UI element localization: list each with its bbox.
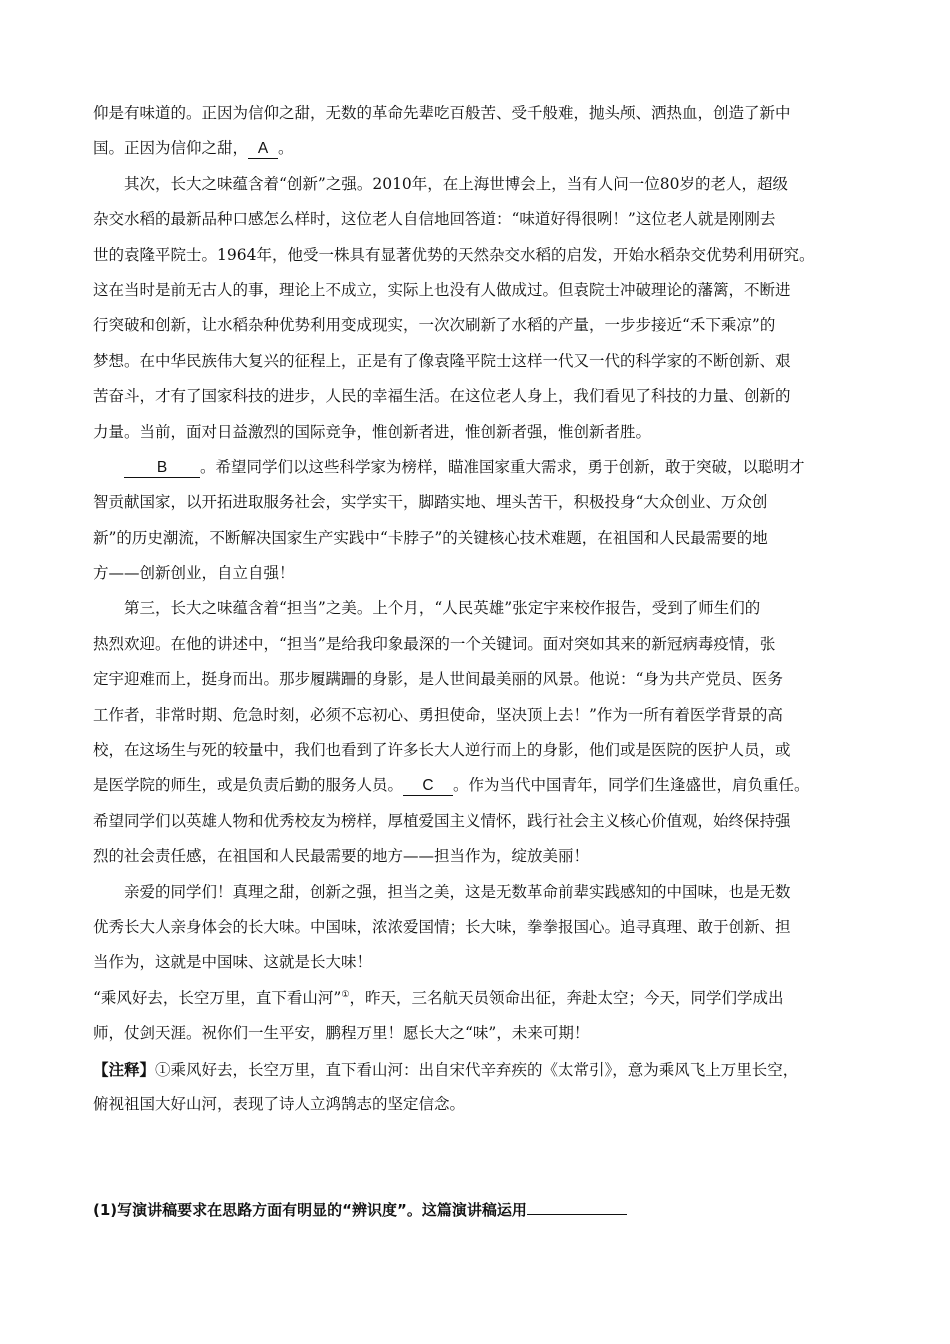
paragraph-3-line: 方——创新创业，自立自强！ (93, 564, 295, 583)
paragraph-4-line: 定宇迎难而上，挺身而出。那步履蹒跚的身影，是人世间最美丽的风景。他说：“身为共产党员、医务 (93, 670, 783, 689)
paragraph-2-line: 世的袁隆平院士。1964年，他受一株具有显著优势的天然杂交水稻的启发，开始水稻杂交优势利用研究。 (93, 245, 815, 264)
paragraph-1-line-2-text: 国。正因为信仰之甜， (93, 139, 249, 158)
paragraph-6-line-2: 师，仗剑天涯。祝你们一生平安，鹏程万里！愿长大之“味”，未来可期！ (93, 1024, 590, 1043)
paragraph-4-line: 第三，长大之味蕴含着“担当”之美。上个月，“人民英雄”张定宇来校作报告，受到了师生们的 (124, 599, 761, 618)
blank-b[interactable]: B (124, 459, 200, 478)
paragraph-3-line-1 (93, 450, 863, 485)
paragraph-2-line: 行突破和创新，让水稻杂种优势利用变成现实，一次次刷新了水稻的产量，一步步接近“禾下乘凉”的 (93, 316, 776, 335)
paragraph-2-line: 其次，长大之味蕴含着“创新”之强。2010年，在上海世博会上，当有人问一位80岁的老人，超级 (124, 174, 789, 193)
question-1-text: (1)写演讲稿要求在思路方面有明显的“辨识度”。这篇演讲稿运用 (93, 1201, 527, 1219)
paragraph-1-line-2 (93, 131, 863, 166)
paragraph-2-line: 苦奋斗，才有了国家科技的进步，人民的幸福生活。在这位老人身上，我们看见了科技的力量、创新的 (93, 387, 791, 406)
paragraph-3-line: 新”的历史潮流，不断解决国家生产实践中“卡脖子”的关键核心技术难题，在祖国和人民最需要的地 (93, 528, 768, 547)
paragraph-4-line-6-end: 。作为当代中国青年，同学们生逢盛世，肩负重任。 (453, 776, 810, 795)
note-text: ①乘风好去，长空万里，直下看山河：出自宋代辛弃疾的《太常引》，意为乘风飞上万里长空， (155, 1060, 799, 1079)
blank-c[interactable]: C (403, 777, 453, 796)
paragraph-2-line: 杂交水稻的最新品种口感怎么样时，这位老人自信地回答道：“味道好得很咧！”这位老人就是刚刚去 (93, 210, 776, 229)
paragraph-5-line: 优秀长大人亲身体会的长大味。中国味，浓浓爱国情；长大味，拳拳报国心。追寻真理、敢于创新、担 (93, 917, 791, 936)
paragraph-6-line-1 (93, 981, 863, 1016)
paragraph-4-line: 希望同学们以英雄人物和优秀校友为榜样，厚植爱国主义情怀，践行社会主义核心价值观，始终保持强 (93, 811, 791, 830)
note-reference-mark[interactable]: ① (341, 989, 350, 1000)
question-1 (93, 1199, 627, 1220)
blank-a[interactable]: A (248, 140, 278, 159)
paragraph-2-line: 梦想。在中华民族伟大复兴的征程上，正是有了像袁隆平院士这样一代又一代的科学家的不断创新、艰 (93, 351, 791, 370)
note-line-2: 俯视祖国大好山河，表现了诗人立鸿鹄志的坚定信念。 (93, 1094, 466, 1113)
paragraph-4-line: 校，在这场生与死的较量中，我们也看到了许多长大人逆行而上的身影，他们或是医院的医护人员，或 (93, 741, 791, 760)
paragraph-4-line-6-text: 是医学院的师生，或是负责后勤的服务人员。 (93, 776, 404, 795)
paragraph-4-line: 热烈欢迎。在他的讲述中，“担当”是给我印象最深的一个关键词。面对突如其来的新冠病毒疫情，张 (93, 634, 776, 653)
paragraph-4-line: 工作者，非常时期、危急时刻，必须不忘初心、勇担使命，坚决顶上去！”作为一所有着医学背景的高 (93, 705, 783, 724)
paragraph-1-line-2-end: 。 (278, 139, 294, 158)
question-1-answer-blank[interactable] (527, 1200, 627, 1215)
paragraph-2-line: 力量。当前，面对日益激烈的国际竞争，惟创新者进，惟创新者强，惟创新者胜。 (93, 422, 652, 441)
note-label: 【注释】 (93, 1059, 156, 1079)
paragraph-3-line-1-text: 。希望同学们以这些科学家为榜样，瞄准国家重大需求，勇于创新，敢于突破，以聪明才 (200, 457, 805, 476)
paragraph-4-line-6 (93, 768, 863, 803)
paragraph-5-line: 当作为，这就是中国味、这就是长大味！ (93, 953, 373, 972)
paragraph-4-line: 烈的社会责任感，在祖国和人民最需要的地方——担当作为，绽放美丽！ (93, 847, 590, 866)
paragraph-2-line: 这在当时是前无古人的事，理论上不成立，实际上也没有人做成过。但袁院士冲破理论的藩篱，不断进 (93, 280, 791, 299)
paragraph-5-line: 亲爱的同学们！真理之甜，创新之强，担当之美，这是无数革命前辈实践感知的中国味，也是无数 (124, 882, 791, 901)
note-line-1 (93, 1052, 863, 1087)
document-body (93, 96, 863, 1122)
paragraph-1-line-1: 仰是有味道的。正因为信仰之甜，无数的革命先辈吃百般苦、受千般难，抛头颅、洒热血，创造了新中 (93, 104, 791, 122)
poem-quote: “乘风好去，长空万里，直下看山河” (93, 988, 342, 1007)
paragraph-6-line-1-rest: ，昨天，三名航天员领命出征，奔赴太空；今天，同学们学成出 (349, 988, 784, 1007)
paragraph-3-line: 智贡献国家，以开拓进取服务社会，实学实干，脚踏实地、埋头苦干，积极投身“大众创业、万众创 (93, 493, 768, 512)
